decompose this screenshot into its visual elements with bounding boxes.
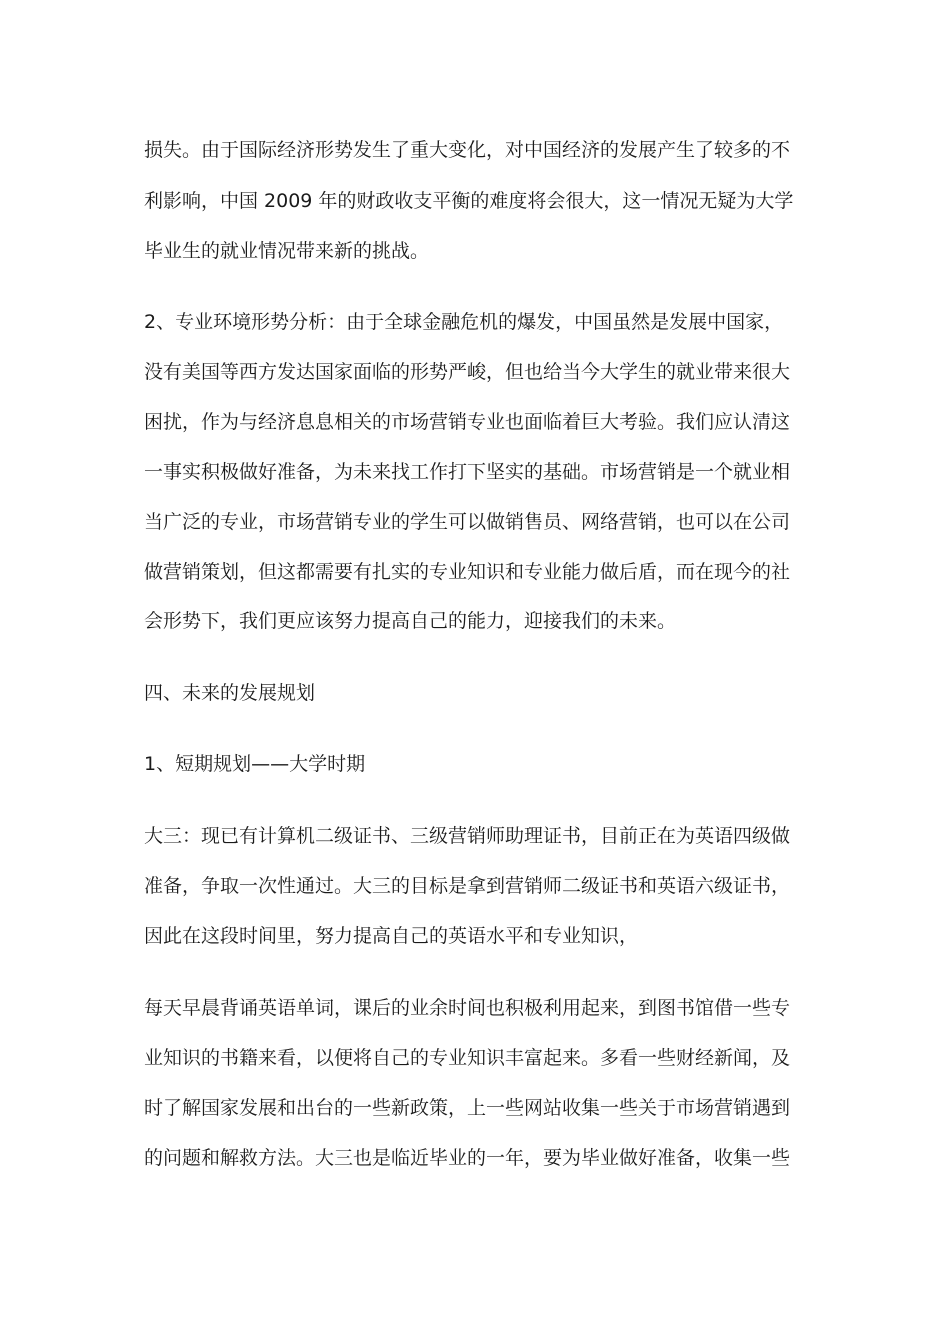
paragraph-2-line-4: 一事实积极做好准备，为未来找工作打下坚实的基础。市场营销是一个就业相: [144, 461, 791, 483]
paragraph-2-line-3: 困扰，作为与经济息息相关的市场营销专业也面临着巨大考验。我们应认清这: [144, 411, 791, 433]
paragraph-2-line-1: 2、专业环境形势分析：由于全球金融危机的爆发，中国虽然是发展中国家，: [144, 311, 784, 333]
paragraph-3-line-2: 准备，争取一次性通过。大三的目标是拿到营销师二级证书和英语六级证书，: [144, 875, 791, 897]
paragraph-4-line-3: 时了解国家发展和出台的一些新政策，上一些网站收集一些关于市场营销遇到: [144, 1097, 791, 1119]
paragraph-2-line-5: 当广泛的专业，市场营销专业的学生可以做销售员、网络营销，也可以在公司: [144, 511, 791, 533]
paragraph-1-line-1: 损失。由于国际经济形势发生了重大变化，对中国经济的发展产生了较多的不: [144, 139, 791, 161]
paragraph-1-line-3: 毕业生的就业情况带来新的挑战。: [144, 240, 430, 262]
paragraph-2-line-7: 会形势下，我们更应该努力提高自己的能力，迎接我们的未来。: [144, 610, 677, 632]
paragraph-4-line-1: 每天早晨背诵英语单词，课后的业余时间也积极利用起来，到图书馆借一些专: [144, 997, 791, 1019]
paragraph-2-line-2: 没有美国等西方发达国家面临的形势严峻，但也给当今大学生的就业带来很大: [144, 361, 791, 383]
paragraph-4-line-4: 的问题和解救方法。大三也是临近毕业的一年，要为毕业做好准备，收集一些: [144, 1147, 791, 1169]
paragraph-4-line-2: 业知识的书籍来看，以便将自己的专业知识丰富起来。多看一些财经新闻，及: [144, 1047, 791, 1069]
section-heading: 四、未来的发展规划: [144, 682, 316, 704]
subsection-heading: 1、短期规划——大学时期: [144, 753, 366, 775]
paragraph-2-line-6: 做营销策划，但这都需要有扎实的专业知识和专业能力做后盾，而在现今的社: [144, 561, 791, 583]
paragraph-1-line-2: 利影响，中国 2009 年的财政收支平衡的难度将会很大，这一情况无疑为大学: [144, 190, 794, 212]
paragraph-3-line-3: 因此在这段时间里，努力提高自己的英语水平和专业知识，: [144, 925, 639, 947]
paragraph-3-line-1: 大三：现已有计算机二级证书、三级营销师助理证书，目前正在为英语四级做: [144, 825, 791, 847]
